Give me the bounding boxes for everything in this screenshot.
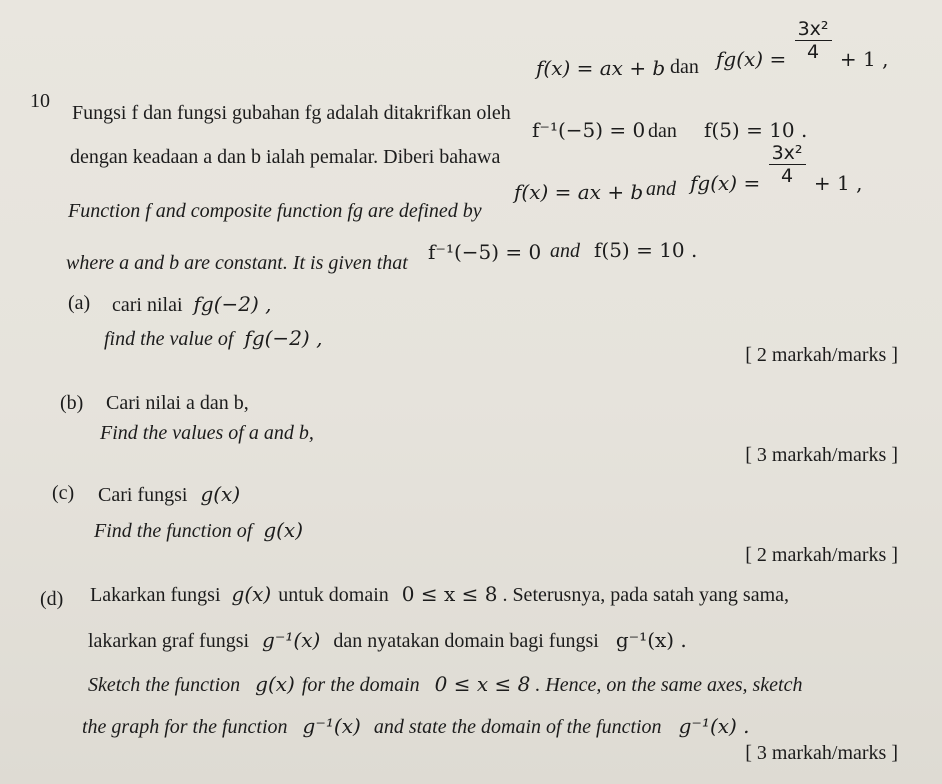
- fraction-tail: + 1 ,: [813, 171, 863, 195]
- part-d-en-2a: the graph for the function: [82, 716, 288, 738]
- part-d-ms-1b: untuk domain: [278, 584, 389, 606]
- part-d-en-line-2: [82, 714, 750, 739]
- part-d-ms-2m: g⁻¹(x): [262, 628, 321, 652]
- part-c-label: (c): [52, 482, 75, 504]
- part-d-ms-1c: . Seterusnya, pada satah yang sama,: [502, 584, 790, 606]
- intro-ms-fraction: [795, 18, 832, 63]
- part-d-marks: [ 3 markah/marks ]: [745, 742, 898, 764]
- part-d-en-line-1: [88, 672, 802, 697]
- intro-ms-condition-2: f(5) = 10 .: [704, 118, 808, 142]
- part-d-en-domain: 0 ≤ x ≤ 8: [434, 672, 531, 696]
- part-d-ms-domain: 0 ≤ x ≤ 8: [401, 582, 498, 606]
- part-d-label: (d): [40, 588, 64, 610]
- part-a-label: (a): [68, 292, 91, 314]
- intro-en-condition-2: f(5) = 10 .: [594, 238, 698, 262]
- intro-ms-fg-definition: [716, 18, 889, 71]
- intro-ms-text-1: Fungsi f dan fungsi gubahan fg adalah ditakrifkan oleh: [72, 102, 511, 124]
- part-d-ms-2m2: g⁻¹(x) .: [615, 628, 687, 652]
- intro-en-f-definition: f(x) = ax + b: [514, 180, 644, 204]
- fraction-numerator: 3x²: [795, 18, 832, 41]
- part-a-ms-math: fg(−2) ,: [193, 292, 272, 316]
- part-d-en-1m: g(x): [255, 672, 295, 696]
- part-d-ms-2b: dan nyatakan domain bagi fungsi: [333, 630, 599, 652]
- intro-en-line-2: where a and b are constant. It is given that: [66, 252, 408, 274]
- intro-en-fg-definition: [690, 142, 863, 195]
- fraction-numerator: 3x²: [769, 142, 806, 165]
- intro-ms-dan-2: dan: [648, 120, 677, 142]
- part-d-ms-2a: lakarkan graf fungsi: [88, 630, 250, 652]
- part-c-en-math: g(x): [263, 518, 303, 542]
- intro-en-condition-1: f⁻¹(−5) = 0: [428, 240, 542, 264]
- intro-ms-f-definition: f(x) = ax + b: [536, 56, 666, 80]
- question-number: 10: [30, 90, 50, 112]
- part-a-ms: [112, 292, 272, 317]
- part-d-en-1c: . Hence, on the same axes, sketch: [535, 674, 803, 696]
- intro-en-and: and: [646, 178, 676, 200]
- part-c-ms-math: g(x): [200, 482, 241, 506]
- intro-en-fraction: [769, 142, 806, 187]
- part-c-en-text: Find the function of: [94, 520, 253, 542]
- part-d-ms-line-2: [88, 628, 687, 653]
- intro-en-line-1: Function f and composite function fg are defined by: [68, 200, 482, 222]
- part-a-ms-text: cari nilai: [112, 294, 183, 316]
- part-d-ms-line-1: [90, 582, 789, 607]
- part-c-marks: [ 2 markah/marks ]: [745, 544, 898, 566]
- fraction-denominator: 4: [781, 165, 794, 187]
- part-a-en: [104, 326, 322, 351]
- part-d-ms-1a: Lakarkan fungsi: [90, 584, 221, 606]
- part-b-marks: [ 3 markah/marks ]: [745, 444, 898, 466]
- part-a-marks: [ 2 markah/marks ]: [745, 344, 898, 366]
- intro-ms-line-1: [72, 102, 511, 125]
- fraction-denominator: 4: [807, 41, 820, 63]
- intro-ms-dan: dan: [670, 56, 699, 78]
- fraction-tail: + 1 ,: [839, 47, 889, 71]
- part-c-ms-text: Cari fungsi: [98, 484, 188, 506]
- part-c-ms: [98, 482, 240, 507]
- part-c-en: [94, 518, 303, 543]
- part-d-en-2m: g⁻¹(x): [302, 714, 361, 738]
- part-b-ms: Cari nilai a dan b,: [106, 392, 249, 414]
- intro-en-and-2: and: [550, 240, 580, 262]
- intro-en-fg-lhs: fg(x) =: [690, 171, 761, 195]
- part-d-en-1a: Sketch the function: [88, 674, 241, 696]
- part-a-en-text: find the value of: [104, 328, 234, 350]
- part-b-label: (b): [60, 392, 84, 414]
- intro-ms-fg-lhs: fg(x) =: [716, 47, 787, 71]
- intro-ms-line-2: dengan keadaan a dan b ialah pemalar. Diberi bahawa: [70, 146, 501, 168]
- part-d-en-2b: and state the domain of the function: [373, 716, 662, 738]
- part-d-en-2m2: g⁻¹(x) .: [678, 714, 750, 738]
- part-d-en-1b: for the domain: [301, 674, 420, 696]
- part-d-ms-1m: g(x): [231, 582, 272, 606]
- intro-ms-condition-1: f⁻¹(−5) = 0: [532, 118, 646, 142]
- part-b-en: Find the values of a and b,: [100, 422, 314, 444]
- part-a-en-math: fg(−2) ,: [244, 326, 323, 350]
